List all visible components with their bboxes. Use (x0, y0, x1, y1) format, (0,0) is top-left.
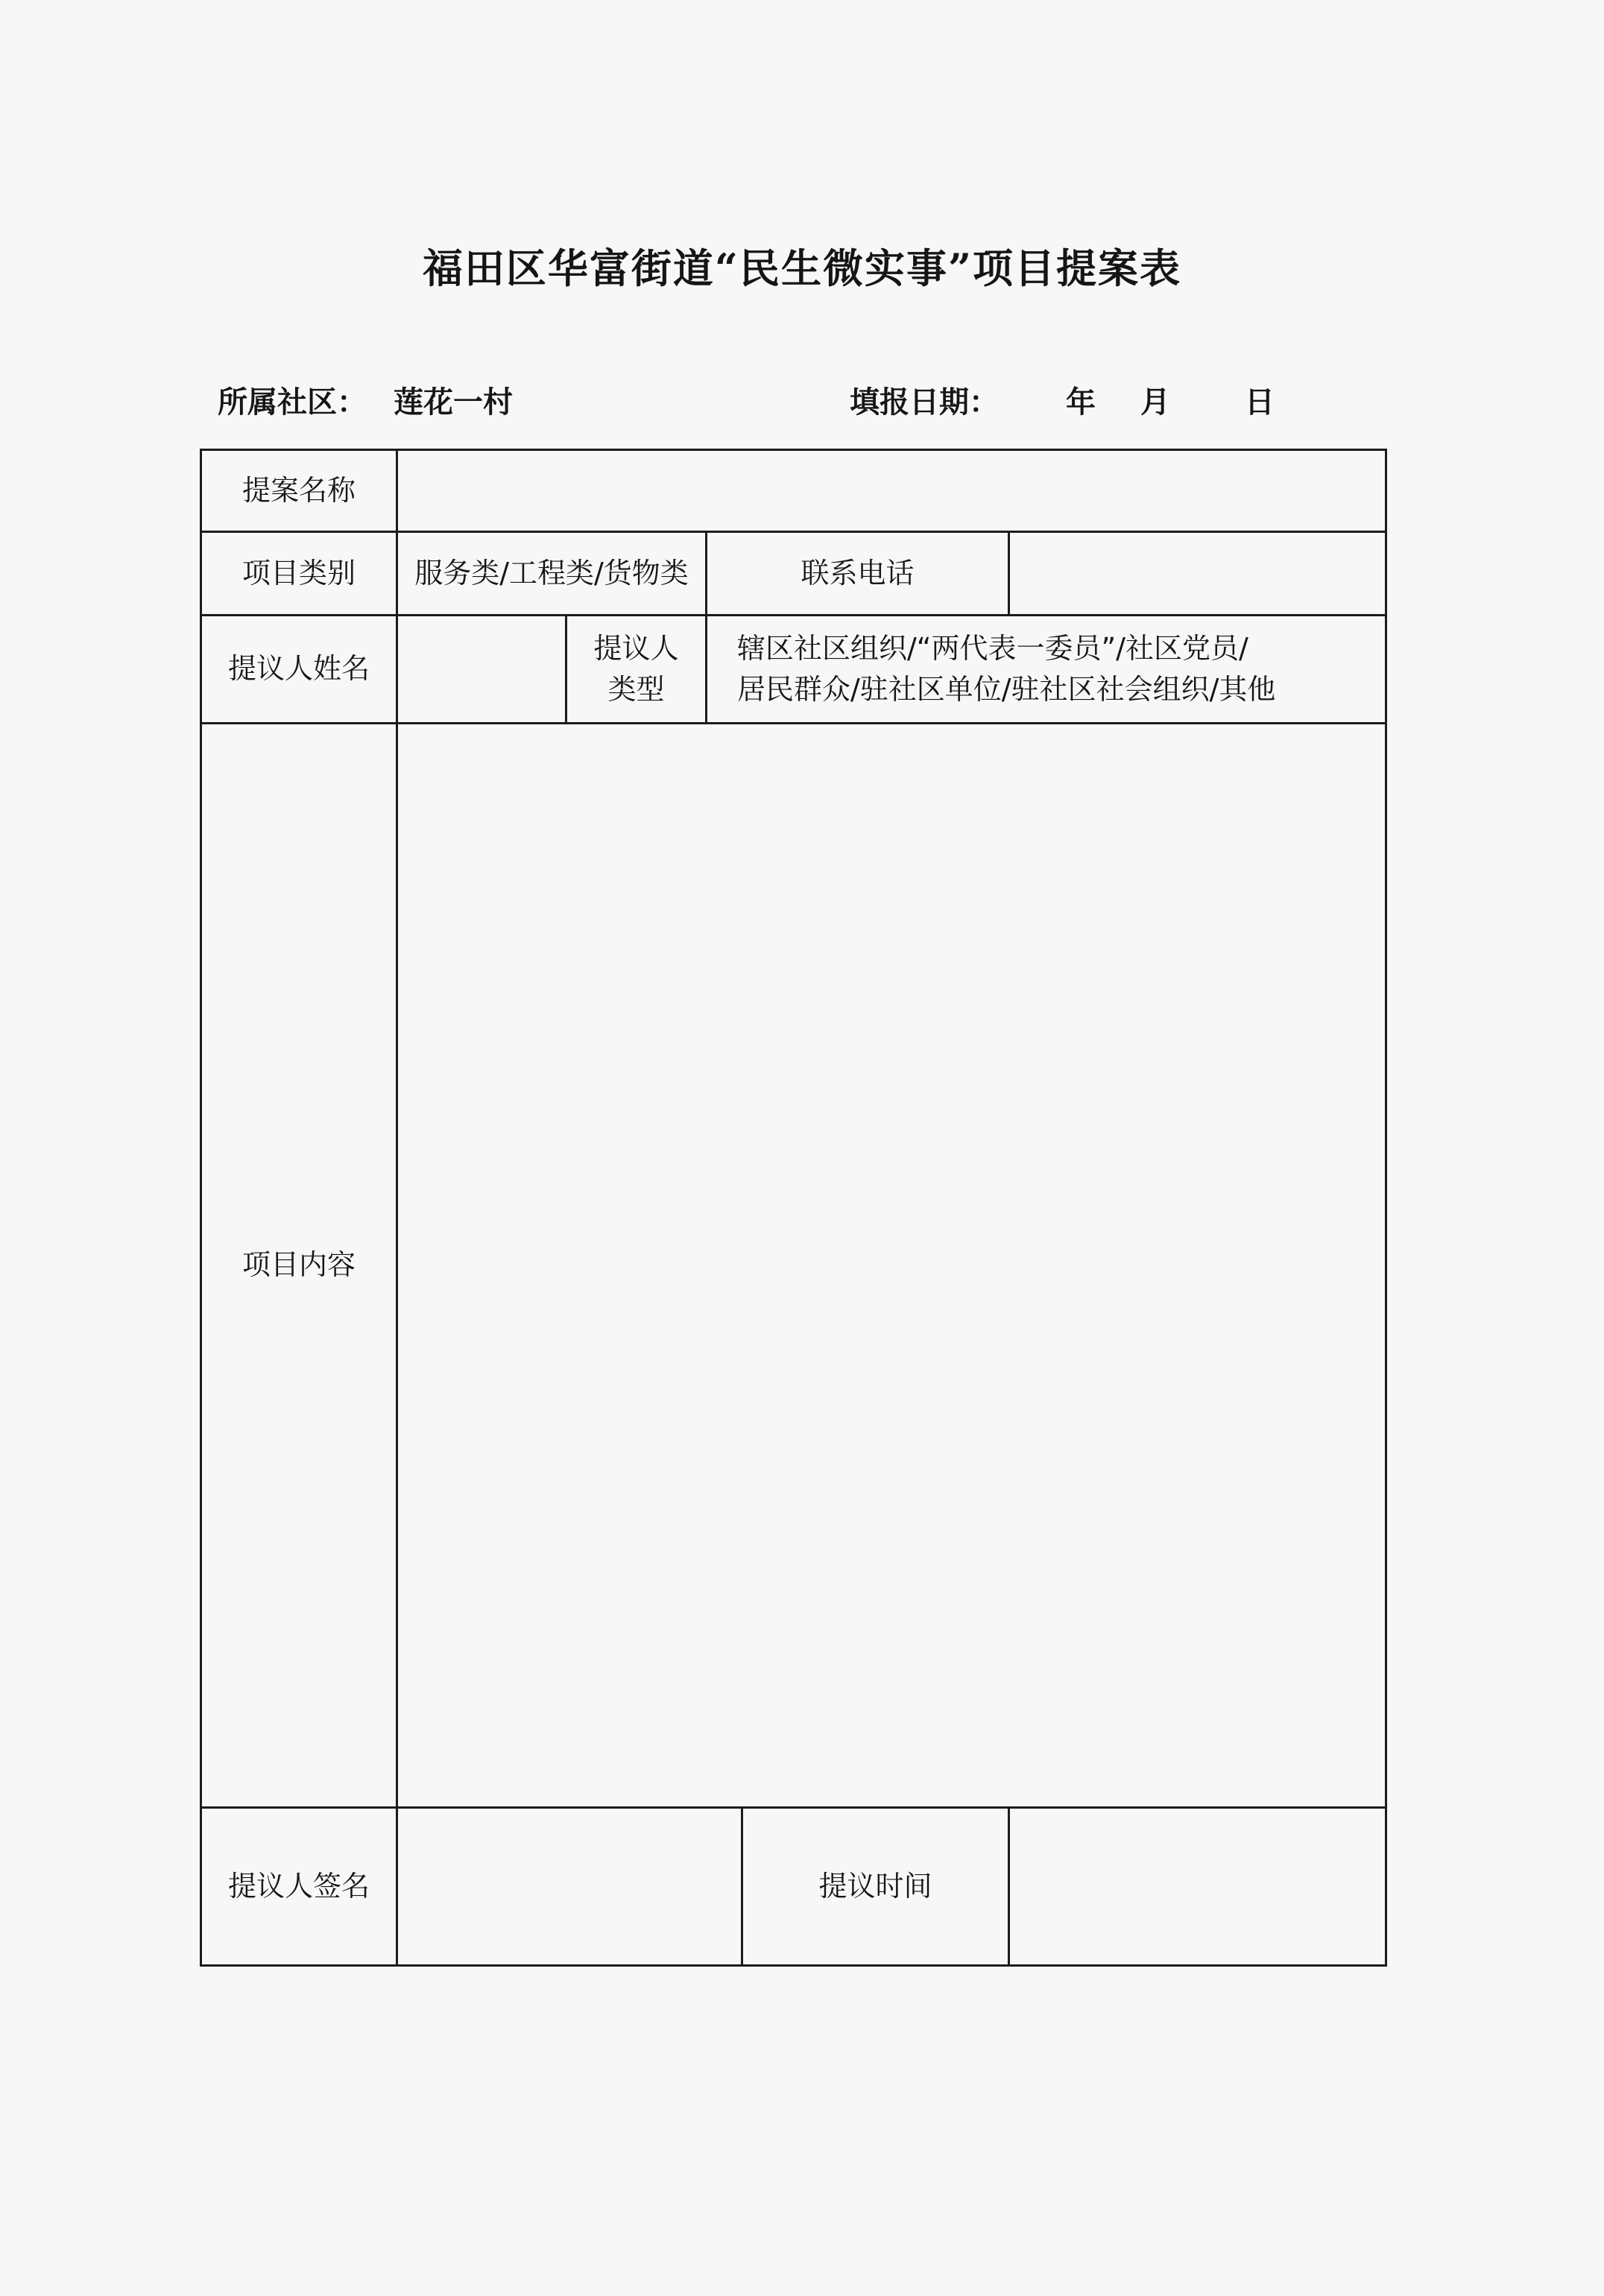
date-label: 填报日期： (850, 385, 999, 420)
date-year: 年 (1066, 385, 1096, 420)
community-line (218, 379, 513, 421)
community-value: 莲花一村 (394, 385, 513, 420)
proposal-time-field[interactable] (1009, 1808, 1386, 1966)
proposal-name-field[interactable] (397, 450, 1386, 532)
row-project-content (201, 724, 1386, 1808)
proposer-type-options-line2: 居民群众/驻社区单位/驻社区社会组织/其他 (737, 673, 1276, 706)
project-category-options[interactable]: 服务类/工程类/货物类 (397, 532, 707, 616)
project-category-label: 项目类别 (201, 532, 397, 616)
proposer-type-label (566, 616, 707, 724)
contact-phone-field[interactable] (1009, 532, 1386, 616)
row-proposer (201, 616, 1386, 724)
row-proposal-name (201, 450, 1386, 532)
proposer-type-label-line1: 提议人 (593, 631, 679, 665)
proposer-name-field[interactable] (397, 616, 566, 724)
proposer-type-options[interactable] (707, 616, 1386, 724)
project-content-label: 项目内容 (201, 724, 397, 1808)
community-label: 所属社区： (218, 385, 367, 420)
proposer-name-label: 提议人姓名 (201, 616, 397, 724)
row-signature (201, 1808, 1386, 1966)
proposer-type-options-line1: 辖区社区组织/“两代表一委员”/社区党员/ (737, 631, 1248, 665)
proposer-signature-label: 提议人签名 (201, 1808, 397, 1966)
date-day: 日 (1245, 385, 1275, 420)
date-line (850, 379, 1275, 421)
proposal-name-label: 提案名称 (201, 450, 397, 532)
row-project-category (201, 532, 1386, 616)
proposal-form-table (200, 449, 1387, 1967)
proposal-time-label: 提议时间 (742, 1808, 1009, 1966)
date-month: 月 (1140, 385, 1170, 420)
proposer-signature-field[interactable] (397, 1808, 742, 1966)
contact-phone-label: 联系电话 (707, 532, 1009, 616)
form-title: 福田区华富街道“民生微实事”项目提案表 (422, 244, 1182, 292)
project-content-field[interactable] (397, 724, 1386, 1808)
proposer-type-label-line2: 类型 (607, 673, 665, 706)
